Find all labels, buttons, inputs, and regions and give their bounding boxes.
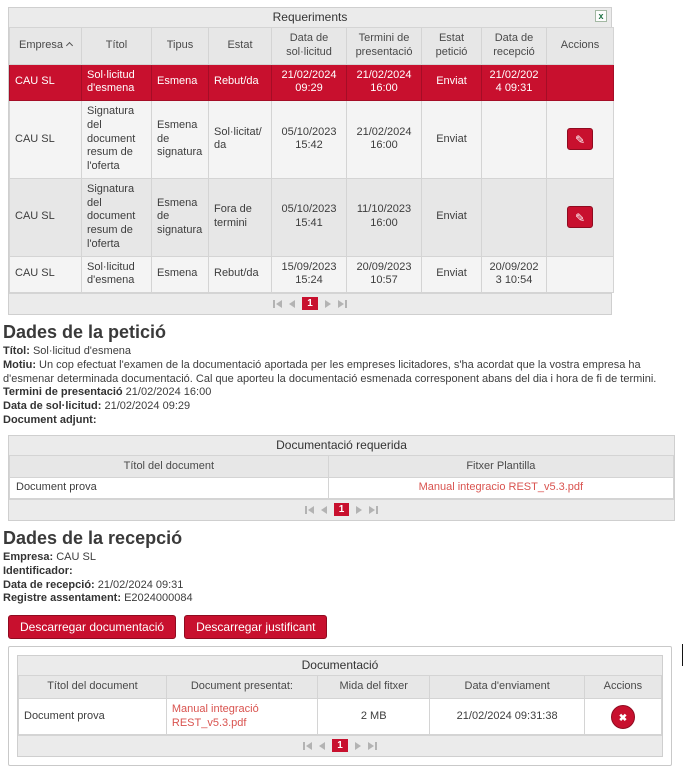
cell-termini: 21/02/2024 16:00	[347, 64, 422, 101]
pagination	[9, 293, 611, 314]
cell-estat: Sol·licitat/da	[209, 101, 272, 179]
field-identificador	[3, 565, 687, 579]
cell-titol: Sol·licitud d'esmena	[82, 256, 152, 293]
requeriments-table	[8, 7, 612, 315]
signature-seal-button[interactable]	[611, 705, 635, 729]
column-header-data-recepcio[interactable]: Data de recepció	[482, 28, 547, 65]
signature-seal-icon	[619, 709, 627, 724]
documentacio-table	[17, 655, 663, 757]
sort-asc-icon	[66, 42, 73, 49]
field-empresa	[3, 551, 687, 565]
cell-termini: 11/10/2023 16:00	[347, 178, 422, 256]
cell-tipus: Esmena	[152, 256, 209, 293]
cell-data-recepcio: 21/02/2024 09:31	[482, 64, 547, 101]
column-header-empresa[interactable]	[10, 28, 82, 65]
last-page-icon[interactable]	[338, 300, 347, 308]
cell-titol: Signatura del document resum de l'oferta	[82, 101, 152, 179]
column-header-data-enviament[interactable]: Data d'enviament	[430, 676, 584, 699]
pagination	[18, 735, 662, 756]
download-receipt-button[interactable]: Descarregar justificant	[184, 615, 327, 639]
field-label: Data de sol·licitud:	[3, 400, 102, 412]
download-buttons-row	[8, 615, 687, 639]
documentacio-requerida-table	[8, 435, 675, 522]
field-titol	[3, 345, 687, 359]
cell-termini: 21/02/2024 16:00	[347, 101, 422, 179]
cell-data-sollicitud: 21/02/2024 09:29	[272, 64, 347, 101]
cell-empresa: CAU SL	[10, 64, 82, 101]
current-page[interactable]: 1	[332, 739, 348, 752]
pencil-icon	[575, 132, 585, 147]
field-label: Identificador:	[3, 564, 73, 577]
requeriments-title-bar	[9, 8, 611, 27]
peticio-info	[3, 345, 687, 428]
documentacio-requerida-title: Documentació requerida	[276, 437, 407, 452]
field-data-recepcio	[3, 579, 687, 593]
prev-page-icon[interactable]	[319, 742, 325, 750]
field-label: Registre assentament:	[3, 592, 121, 605]
column-header-tipus[interactable]: Tipus	[152, 28, 209, 65]
cell-titol-document: Document prova	[19, 698, 167, 735]
cell-estat-peticio: Enviat	[422, 256, 482, 293]
next-page-icon[interactable]	[325, 300, 331, 308]
column-header-titol-document[interactable]: Títol del document	[19, 676, 167, 699]
field-value: CAU SL	[56, 551, 96, 563]
field-motiu	[3, 359, 687, 387]
download-documentation-button[interactable]: Descarregar documentació	[8, 615, 176, 639]
field-label: Empresa:	[3, 551, 54, 563]
field-label: Motiu:	[3, 358, 36, 371]
cell-titol-document: Document prova	[10, 478, 329, 499]
first-page-icon[interactable]	[273, 300, 282, 308]
text-caret-artifact	[682, 644, 683, 666]
column-header-data-sollicitud[interactable]: Data de sol·licitud	[272, 28, 347, 65]
requeriments-title: Requeriments	[272, 10, 348, 24]
field-label: Data de recepció:	[3, 578, 95, 591]
prev-page-icon[interactable]	[321, 506, 327, 514]
edit-button[interactable]	[567, 128, 593, 150]
field-registre-assentament	[3, 592, 687, 606]
current-page[interactable]: 1	[334, 503, 350, 516]
column-header-titol[interactable]: Títol	[82, 28, 152, 65]
cell-data-recepcio: 20/09/2023 10:54	[482, 256, 547, 293]
table-row[interactable]	[10, 101, 614, 179]
field-label: Títol:	[3, 345, 30, 357]
cell-estat: Rebut/da	[209, 256, 272, 293]
recepcio-info	[3, 551, 687, 606]
cell-data-enviament: 21/02/2024 09:31:38	[430, 698, 584, 735]
edit-button[interactable]	[567, 206, 593, 228]
field-value: 21/02/2024 16:00	[125, 386, 212, 399]
column-header-estat-peticio[interactable]: Estat petició	[422, 28, 482, 65]
cell-accions	[584, 698, 661, 735]
cell-accions	[547, 101, 614, 179]
cell-empresa: CAU SL	[10, 101, 82, 179]
header-row	[10, 28, 614, 65]
field-value: 21/02/2024 09:31	[97, 578, 184, 591]
column-header-termini[interactable]: Termini de presentació	[347, 28, 422, 65]
column-header-empresa-label: Empresa	[18, 38, 64, 51]
next-page-icon[interactable]	[356, 506, 362, 514]
field-document-adjunt	[3, 414, 687, 428]
recepcio-heading: Dades de la recepció	[3, 528, 183, 548]
field-data-sollicitud	[3, 400, 687, 414]
documentacio-title-bar	[18, 656, 662, 675]
table-row[interactable]	[19, 698, 662, 735]
field-label: Termini de presentació	[3, 386, 123, 399]
field-value: Un cop efectuat l'examen de la documentació aportada per les empreses licitadores, s'ha acordat que la vostra empresa ha d'esmenar determinada documentació. Cal que aporteu la documentació esmenada corresponent abans del dia i hora de fi de termini.	[3, 358, 657, 385]
field-value: 21/02/2024 09:29	[104, 400, 191, 412]
column-header-titol-document[interactable]: Títol del document	[10, 455, 329, 478]
table-row[interactable]	[10, 178, 614, 256]
prev-page-icon[interactable]	[289, 300, 295, 308]
cell-data-sollicitud: 05/10/2023 15:42	[272, 101, 347, 179]
documentacio-requerida-grid	[9, 455, 674, 500]
cell-estat-peticio: Enviat	[422, 101, 482, 179]
submitted-document-link[interactable]: Manual integració REST_v5.3.pdf	[171, 702, 259, 729]
cell-accions	[547, 178, 614, 256]
cell-estat-peticio: Enviat	[422, 64, 482, 101]
last-page-icon[interactable]	[368, 742, 377, 750]
cell-data-recepcio	[482, 178, 547, 256]
table-row-selected[interactable]	[10, 64, 614, 101]
cell-mida-fitxer: 2 MB	[317, 698, 430, 735]
current-page[interactable]: 1	[302, 297, 318, 310]
column-header-mida-fitxer[interactable]: Mida del fitxer	[317, 676, 430, 699]
field-value: Sol·licitud d'esmena	[32, 345, 132, 357]
cell-data-sollicitud: 15/09/2023 15:24	[272, 256, 347, 293]
next-page-icon[interactable]	[355, 742, 361, 750]
cell-document-presentat	[166, 698, 317, 735]
documentacio-title: Documentació	[301, 658, 379, 672]
cell-empresa: CAU SL	[10, 256, 82, 293]
cell-accions	[547, 256, 614, 293]
cell-termini: 20/09/2023 10:57	[347, 256, 422, 293]
peticio-heading: Dades de la petició	[3, 322, 167, 342]
cell-fitxer-plantilla	[328, 478, 673, 499]
pagination	[9, 499, 674, 520]
header-row	[19, 676, 662, 699]
cell-tipus: Esmena de signatura	[152, 178, 209, 256]
column-header-estat[interactable]: Estat	[209, 28, 272, 65]
header-row	[10, 455, 674, 478]
last-page-icon[interactable]	[369, 506, 378, 514]
cell-estat-peticio: Enviat	[422, 178, 482, 256]
cell-empresa: CAU SL	[10, 178, 82, 256]
documentacio-requerida-title-bar	[9, 436, 674, 455]
column-header-accions[interactable]: Accions	[547, 28, 614, 65]
requeriments-grid	[9, 27, 614, 293]
cell-titol: Signatura del document resum de l'oferta	[82, 178, 152, 256]
table-row[interactable]	[10, 256, 614, 293]
column-header-accions[interactable]: Accions	[584, 676, 661, 699]
first-page-icon[interactable]	[305, 506, 314, 514]
field-termini	[3, 386, 687, 400]
cell-tipus: Esmena de signatura	[152, 101, 209, 179]
cell-tipus: Esmena	[152, 64, 209, 101]
cell-estat: Fora de termini	[209, 178, 272, 256]
pencil-icon	[575, 210, 585, 225]
column-header-document-presentat[interactable]: Document presentat:	[166, 676, 317, 699]
column-header-fitxer-plantilla[interactable]: Fitxer Plantilla	[328, 455, 673, 478]
first-page-icon[interactable]	[303, 742, 312, 750]
cell-accions	[547, 64, 614, 101]
cell-data-recepcio	[482, 101, 547, 179]
field-value: E2024000084	[124, 592, 193, 605]
documentacio-grid	[18, 675, 662, 735]
cell-data-sollicitud: 05/10/2023 15:41	[272, 178, 347, 256]
documentacio-panel	[8, 646, 672, 766]
excel-export-icon[interactable]	[595, 10, 607, 22]
template-file-link[interactable]: Manual integracio REST_v5.3.pdf	[418, 481, 584, 494]
cell-estat: Rebut/da	[209, 64, 272, 101]
cell-titol: Sol·licitud d'esmena	[82, 64, 152, 101]
table-row[interactable]	[10, 478, 674, 499]
field-label: Document adjunt:	[3, 413, 97, 426]
